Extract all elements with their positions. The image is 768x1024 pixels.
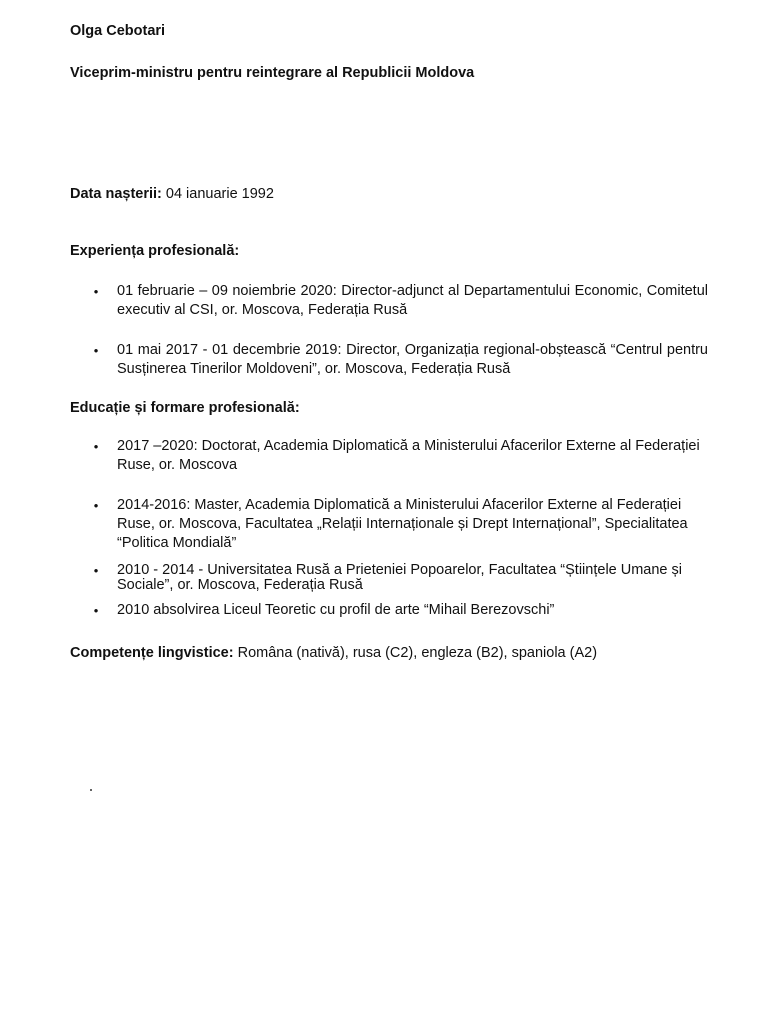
languages-line bbox=[70, 644, 597, 663]
stray-dot bbox=[90, 789, 92, 791]
languages-value: Româna (nativă), rusa (C2), engleza (B2), spaniola (A2) bbox=[233, 645, 598, 661]
education-item-text: 2010 - 2014 - Universitatea Rusă a Prieteniei Popoarelor, Facultatea “Științele Umane și Sociale”, or. Moscova, Federația Rusă bbox=[117, 562, 682, 593]
experience-item bbox=[90, 282, 708, 320]
education-item-text: 2010 absolvirea Liceul Teoretic cu profil de arte “Mihail Berezovschi” bbox=[117, 602, 555, 618]
bullet-icon: • bbox=[93, 439, 99, 454]
education-heading: Educație și formare profesională: bbox=[70, 400, 300, 416]
education-item-text: 2017 –2020: Doctorat, Academia Diplomatică a Ministerului Afacerilor Externe al Federației Ruse, or. Moscova bbox=[117, 438, 700, 473]
person-title: Viceprim-ministru pentru reintegrare al Republicii Moldova bbox=[70, 65, 475, 81]
bullet-icon: • bbox=[93, 563, 99, 578]
education-item bbox=[90, 601, 708, 620]
experience-item-text: 01 mai 2017 - 01 decembrie 2019: Director, Organizația regional-obștească “Centrul pentru Susținerea Tinerilor Moldoveni”, or. Moscova, Federația Rusă bbox=[117, 342, 708, 377]
experience-item-text: 01 februarie – 09 noiembrie 2020: Director-adjunct al Departamentului Economic, Comitetul executiv al CSI, or. Moscova, Federația Rusă bbox=[117, 283, 708, 318]
experience-heading: Experiența profesională: bbox=[70, 243, 240, 259]
bullet-icon: • bbox=[93, 284, 99, 299]
bullet-icon: • bbox=[93, 603, 99, 618]
education-item bbox=[90, 563, 708, 593]
birth-date-value: 04 ianuarie 1992 bbox=[161, 186, 274, 202]
birth-date-line bbox=[70, 185, 274, 204]
bullet-icon: • bbox=[93, 498, 99, 513]
experience-item bbox=[90, 341, 708, 379]
education-item bbox=[90, 496, 708, 553]
person-name: Olga Cebotari bbox=[70, 23, 166, 39]
education-item bbox=[90, 437, 708, 475]
languages-label: Competențe lingvistice: bbox=[70, 645, 234, 661]
birth-date-label: Data nașterii: bbox=[70, 186, 162, 202]
bullet-icon: • bbox=[93, 343, 99, 358]
education-item-text: 2014-2016: Master, Academia Diplomatică a Ministerului Afacerilor Externe al Federației Ruse, or. Moscova, Facultatea „Relații Internaționale și Drept Internațional”, Specialitatea “Politica Mondială” bbox=[117, 497, 688, 551]
